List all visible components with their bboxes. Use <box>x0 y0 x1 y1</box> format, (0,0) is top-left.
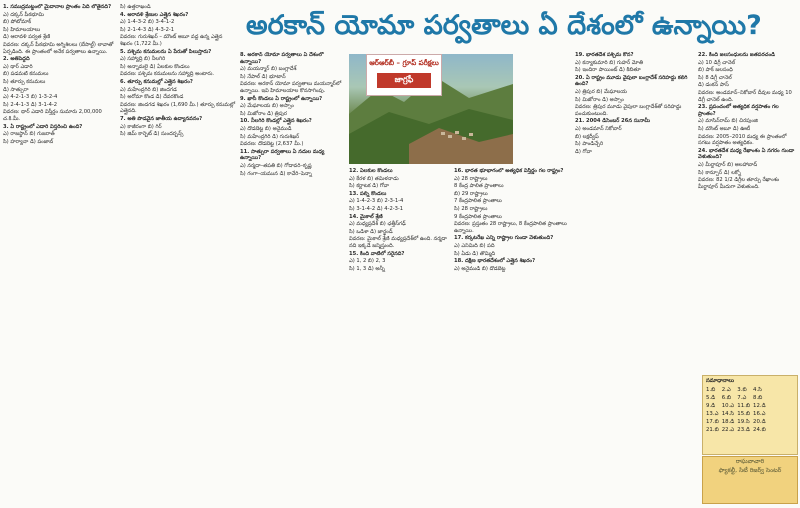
answer-cell: 22.ఎ <box>721 427 735 433</box>
column-line: ఎ) 10 డిగ్రీ చానెల్ <box>698 59 736 66</box>
column-line: బి) పోటోమాక్ <box>3 19 32 26</box>
column-line: 14. మైకాల్ శ్రేణి <box>349 213 383 220</box>
column-line: 20. ఏ రాష్ట్రం మూడు వైపులా బంగ్లాదేశ్ సరిహద్దు కలిగి ఉంది? <box>575 74 688 88</box>
answer-key-heading: సమాధానాలు <box>706 378 734 384</box>
column-line: సి) మహేంద్రగిరి డి) గురుశిఖర్ <box>240 133 300 140</box>
column-line: డి) గోవా <box>575 148 592 155</box>
question-column-7 <box>698 52 798 370</box>
answer-cell: 19.సి <box>737 419 750 425</box>
answer-cell: 16.ఎ <box>753 411 766 417</box>
answer-cell: 20.డి <box>753 419 766 425</box>
column-line: బి) పాక్ జలసంధి <box>698 67 733 74</box>
column-line: 12. ఏలకుల కొండలు <box>349 168 393 174</box>
column-line: ఎ) సహ్యాద్రి బి) నీలగిరి <box>120 56 166 63</box>
column-line: వివరణ: థార్ ఎడారి విస్తీర్ణం సుమారు 2,00,000 చ.కి.మీ. <box>3 109 102 122</box>
answer-cell: 10.ఎ <box>721 403 735 409</box>
column-line: ఎ) 28 రాష్ట్రాలు <box>454 175 488 182</box>
column-line: వివరణ: ప్రస్తుతం 28 రాష్ట్రాలు, 8 కేంద్రపాలిత ప్రాంతాలు ఉన్నాయి. <box>454 221 567 234</box>
column-line: 10. నీలగిరి కొండల్లో ఎత్తైన శిఖరం? <box>240 118 312 125</box>
column-line: 23. ప్రపంచంలో అత్యధిక వర్షపాతం గల ప్రాంతం? <box>698 104 779 117</box>
column-line: సి) 8 డిగ్రీ చానెల్ <box>698 74 732 81</box>
answer-cell: 14.సి <box>721 411 735 417</box>
answer-cell: 1.బి <box>706 387 716 393</box>
subject-label: జాగ్రఫీ <box>377 73 431 88</box>
column-line: వివరణ: మైకాల్ శ్రేణి మధ్యప్రదేశ్‌లో ఉంది. నర్మదా నది ఇక్కడే జన్మిస్తుంది. <box>349 236 447 249</box>
column-line: సి) హర్యానా డి) పంజాబ్ <box>3 138 54 145</box>
answer-row <box>706 418 769 426</box>
column-line: 4. అరావళి శ్రేణుల ఎత్తైన శిఖరం? <box>120 11 189 18</box>
column-line: బి) పడమటి కనుమలు <box>3 71 49 78</box>
column-line: ఎ) ఎనిమిది బి) పది <box>454 242 495 249</box>
question-column-4 <box>349 168 449 504</box>
column-line: సి) మౌంట్ అబూ డి) ఊటీ <box>698 125 750 132</box>
column-line: 15. కింది వాటిలో సరైనది? <box>349 250 405 257</box>
answer-cell: 4.సి <box>753 387 762 393</box>
column-line: ఎ) దక్కన్ పీఠభూమి <box>3 11 44 18</box>
column-line: 18. దక్షిణ భారతదేశంలో ఎత్తైన శిఖరం? <box>454 258 536 265</box>
column-line: వివరణ: త్రిపుర మూడు వైపులా బంగ్లాదేశ్‌తో సరిహద్దు పంచుకుంటుంది. <box>575 104 682 117</box>
column-line: 7 కేంద్రపాలిత ప్రాంతాలు <box>454 198 502 205</box>
column-line: సి) 2-1-4-3 డి) 4-3-2-1 <box>120 26 175 33</box>
column-line: ఎ) కాజీరంగా బి) గిర్ <box>120 123 162 130</box>
column-line: సి) అరోమా కొండ డి) దేవరకొండ <box>120 94 184 101</box>
column-line: సి) కాన్పూర్ డి) లక్నో <box>698 169 741 176</box>
question-column-3 <box>240 52 344 504</box>
column-line: వివరణ: గురుశిఖర్ – మౌంట్ అబూ వద్ద ఉన్న ఎత్తైన శిఖరం (1,722 మీ.) <box>120 34 223 47</box>
answer-row <box>706 386 769 394</box>
column-line: ఎ) దొడబెట్ట బి) అనైముడి <box>240 125 292 132</box>
column-line: 16. భారత భూభాగంలో అత్యధిక విస్తీర్ణం గల రాష్ట్రం? <box>454 168 564 174</box>
column-line: సి) హిమాలయాలు <box>3 26 41 33</box>
column-line: ఎ) 1, 2 బి) 2, 3 <box>349 258 386 265</box>
column-line: ఎ) మహేంద్రగిరి బి) జిందగడ <box>120 86 177 93</box>
column-line: 9 కేంద్రపాలిత ప్రాంతాలు <box>454 213 502 220</box>
column-line: సి) గంగా–యమున డి) కావేరి–పెన్నా <box>240 170 312 177</box>
exam-label: ఆర్‌ఆర్‌బీ – గ్రూప్‌ పరీక్షలు <box>369 59 439 67</box>
column-line: 6. తూర్పు కనుమల్లో ఎత్తైన శిఖరం? <box>120 78 193 85</box>
column-line: సి) పాండిచ్చేరి <box>575 141 604 148</box>
column-line: డి) ఆరావళి పర్వత శ్రేణి <box>3 34 51 41</box>
column-line: సి) ఏడు డి) తొమ్మిది <box>454 250 496 257</box>
answer-cell: 23.డి <box>737 427 750 433</box>
answer-key-table <box>706 386 769 434</box>
column-line: ఎ) మయన్మార్ బి) బంగ్లాదేశ్ <box>240 66 297 73</box>
column-line: 19. భారతదేశ పశ్చిమ కొన? <box>575 52 634 58</box>
answer-cell: 17.బి <box>706 419 719 425</box>
column-line: 22. కింది జలసంధులను జతపరచండి <box>698 52 775 58</box>
column-line: సి) 3-1-4-2 డి) 4-2-3-1 <box>349 205 404 212</box>
column-line: 13. పల్ని కొండలు <box>349 190 387 197</box>
column-line: ఎ) మాసిన్‌రామ్ బి) చిరపుంజి <box>698 118 758 125</box>
column-line: ఎ) 1-4-2-3 బి) 2-3-1-4 <box>349 198 404 205</box>
column-line: 5. పశ్చిమ కనుమలను ఏ పేరుతో పిలుస్తారు? <box>120 48 212 55</box>
author-affiliation: ఫ్యాకల్టీ, సిటీ రిజర్వ్ సెంటర్ <box>718 467 782 474</box>
author-credit <box>702 456 798 504</box>
column-line: సి) అన్నామలై డి) ఏలకుల కొండలు <box>120 63 190 70</box>
answer-row <box>706 402 769 410</box>
question-column-5 <box>454 168 570 504</box>
question-column-1 <box>3 4 115 504</box>
column-line: 17. కర్కటరేఖ ఎన్ని రాష్ట్రాల గుండా వెళుతుంది? <box>454 235 554 242</box>
column-line: ఎ) కేరళ బి) తమిళనాడు <box>349 175 399 182</box>
column-line: డి) డంకన్ పాస్ <box>698 82 729 89</box>
author-name: రాఘవాచారి <box>735 458 765 465</box>
answer-row <box>706 394 769 402</box>
page-headline: అరకాన్ యోమా పర్వతాలు ఏ దేశంలో ఉన్నాయి? <box>246 10 762 41</box>
column-line: ఎ) థార్ ఎడారి <box>3 63 33 70</box>
answer-row <box>706 410 769 418</box>
answer-cell: 18.డి <box>721 419 735 425</box>
column-line: ఎ) నర్మదా–తపతి బి) గోదావరి–కృష్ణ <box>240 162 312 169</box>
column-line: ఎ) అనైముడి బి) దొడబెట్ట <box>454 265 506 272</box>
column-line: వివరణ: పశ్చిమ కనుమలను సహ్యాద్రి అంటారు. <box>120 71 215 78</box>
answer-cell: 9.డి <box>706 403 716 409</box>
column-line: సి) ఇందిరా పాయింట్ డి) కిబితూ <box>575 67 641 74</box>
column-line: సి) మిజోరాం డి) త్రిపుర <box>240 110 287 117</box>
answer-cell: 15.బి <box>737 411 751 417</box>
column-line: 8 కేంద్ర పాలిత ప్రాంతాలు <box>454 183 504 190</box>
column-line: 7. అతి పొడవైన జాతీయ ఉద్యానవనం? <box>120 115 203 122</box>
column-line: సి) 1, 3 డి) అన్నీ <box>349 265 385 272</box>
answer-key-box <box>702 375 798 455</box>
column-line: వివరణ: దక్కన్ పీఠభూమి అగ్నిశిలలు (బేసాల్ట్) లావాతో ఏర్పడింది. ఈ ప్రాంతంలో అనేక పర్వతాలు ఉన్నాయి. <box>3 41 114 55</box>
answer-cell: 12.డి <box>753 403 766 409</box>
column-line: వివరణ: 82 1/2 డిగ్రీల తూర్పు రేఖాంశం మీర్జాపూర్ మీదుగా వెళుతుంది. <box>698 177 780 190</box>
column-line: సి) 28 రాష్ట్రాలు <box>454 205 488 212</box>
column-line: 3. ఏ రాష్ట్రంలో ఎడారి విస్తరించి ఉంది? <box>3 123 83 130</box>
topic-badge <box>366 54 442 96</box>
column-line: సి) తూర్పు కనుమలు <box>3 78 46 85</box>
column-line: వివరణ: జిందగడ శిఖరం (1,690 మీ.) తూర్పు కనుమల్లో ఎత్తైనది. <box>120 101 236 115</box>
column-line: ఎ) త్రిపుర బి) మేఘాలయ <box>575 88 627 95</box>
answer-cell: 11.బి <box>737 403 751 409</box>
column-line: సి) మిజోరాం డి) అస్సాం <box>575 96 624 103</box>
column-line: డి) సాత్పురా <box>3 86 29 93</box>
column-line: సి) కర్ణాటక డి) గోవా <box>349 183 390 190</box>
answer-cell: 3.బి <box>737 387 747 393</box>
column-line: 9. ఖాసీ కొండలు ఏ రాష్ట్రంలో ఉన్నాయి? <box>240 95 323 102</box>
column-line: సి) ఒడిశా డి) జార్ఖండ్ <box>349 228 393 235</box>
column-line: 24. భారతదేశ మధ్య రేఖాంశం ఏ నగరం గుండా వెళుతుంది? <box>698 147 795 161</box>
answer-row <box>706 426 769 434</box>
column-line: సి) నేపాల్ డి) భూటాన్ <box>240 73 286 80</box>
column-line: ఎ) అండమాన్ నికోబార్ <box>575 125 622 132</box>
answer-cell: 21.బి <box>706 427 719 433</box>
question-column-2 <box>120 4 236 504</box>
column-line: ఎ) 4-2-1-3 బి) 1-3-2-4 <box>3 94 58 101</box>
column-line: వివరణ: అండమాన్–నికోబార్ దీవుల మధ్య 10 డిగ్రీ చానెల్ ఉంది. <box>698 89 792 103</box>
column-line: ఎ) రాజస్థాన్ బి) గుజరాత్ <box>3 131 55 138</box>
column-line: 8. అరకాన్ యోమా పర్వతాలు ఏ దేశంలో ఉన్నాయి? <box>240 52 324 65</box>
answer-cell: 2.ఎ <box>721 387 731 393</box>
column-line: వివరణ: అరకాన్ యోమా పర్వతాలు మయన్మార్‌లో ఉన్నాయి. ఇవి హిమాలయాల కొనసాగింపు. <box>240 81 342 94</box>
column-line: 1. సముద్రమట్టంలో మైదానాల ప్రాంతం ఏది లోతైనది? <box>3 4 112 10</box>
column-line: ఎ) మీర్జాపూర్ బి) అలహాబాద్ <box>698 161 758 168</box>
answer-cell: 24.బి <box>753 427 766 433</box>
column-line: బి) 29 రాష్ట్రాలు <box>454 190 488 197</box>
column-line: ఎ) మేఘాలయ బి) అస్సాం <box>240 103 294 110</box>
column-line: సి) ఉత్తరాఖండ్ <box>120 4 151 10</box>
answer-cell: 6.బి <box>721 395 732 401</box>
column-line: 21. 2004 డిసెంబర్ 26న సునామీ <box>575 118 650 125</box>
column-line: 11. సాత్పురా పర్వతాలు ఏ నదుల మధ్య ఉన్నాయి? <box>240 148 325 162</box>
answer-cell: 5.డి <box>706 395 716 401</box>
column-line: 2. అతిపెద్దది <box>3 56 30 63</box>
column-line: బి) లక్షద్వీప్ <box>575 133 599 140</box>
column-line: వివరణ: దొడబెట్ట (2,637 మీ.) <box>240 141 304 148</box>
column-line: సి) జిమ్ కార్బెట్ డి) సుందర్బన్స్ <box>120 131 184 138</box>
answer-cell: 7.ఎ <box>737 395 747 401</box>
column-line: సి) 2-4-1-3 డి) 3-1-4-2 <box>3 101 58 108</box>
answer-cell: 13.ఎ <box>706 411 719 417</box>
column-line: ఎ) 1-4-3-2 బి) 3-4-1-2 <box>120 19 175 26</box>
question-column-6 <box>575 52 693 504</box>
column-line: వివరణ: 2005–2010 మధ్య ఈ ప్రాంతంలో సగటు వర్షపాతం అత్యధికం. <box>698 133 787 147</box>
column-line: ఎ) మధ్యప్రదేశ్ బి) ఛత్తీస్‌గఢ్ <box>349 221 406 228</box>
column-line: ఎ) కన్యాకుమారి బి) గుహర్ మోతి <box>575 59 644 66</box>
answer-cell: 8.బి <box>753 395 763 401</box>
